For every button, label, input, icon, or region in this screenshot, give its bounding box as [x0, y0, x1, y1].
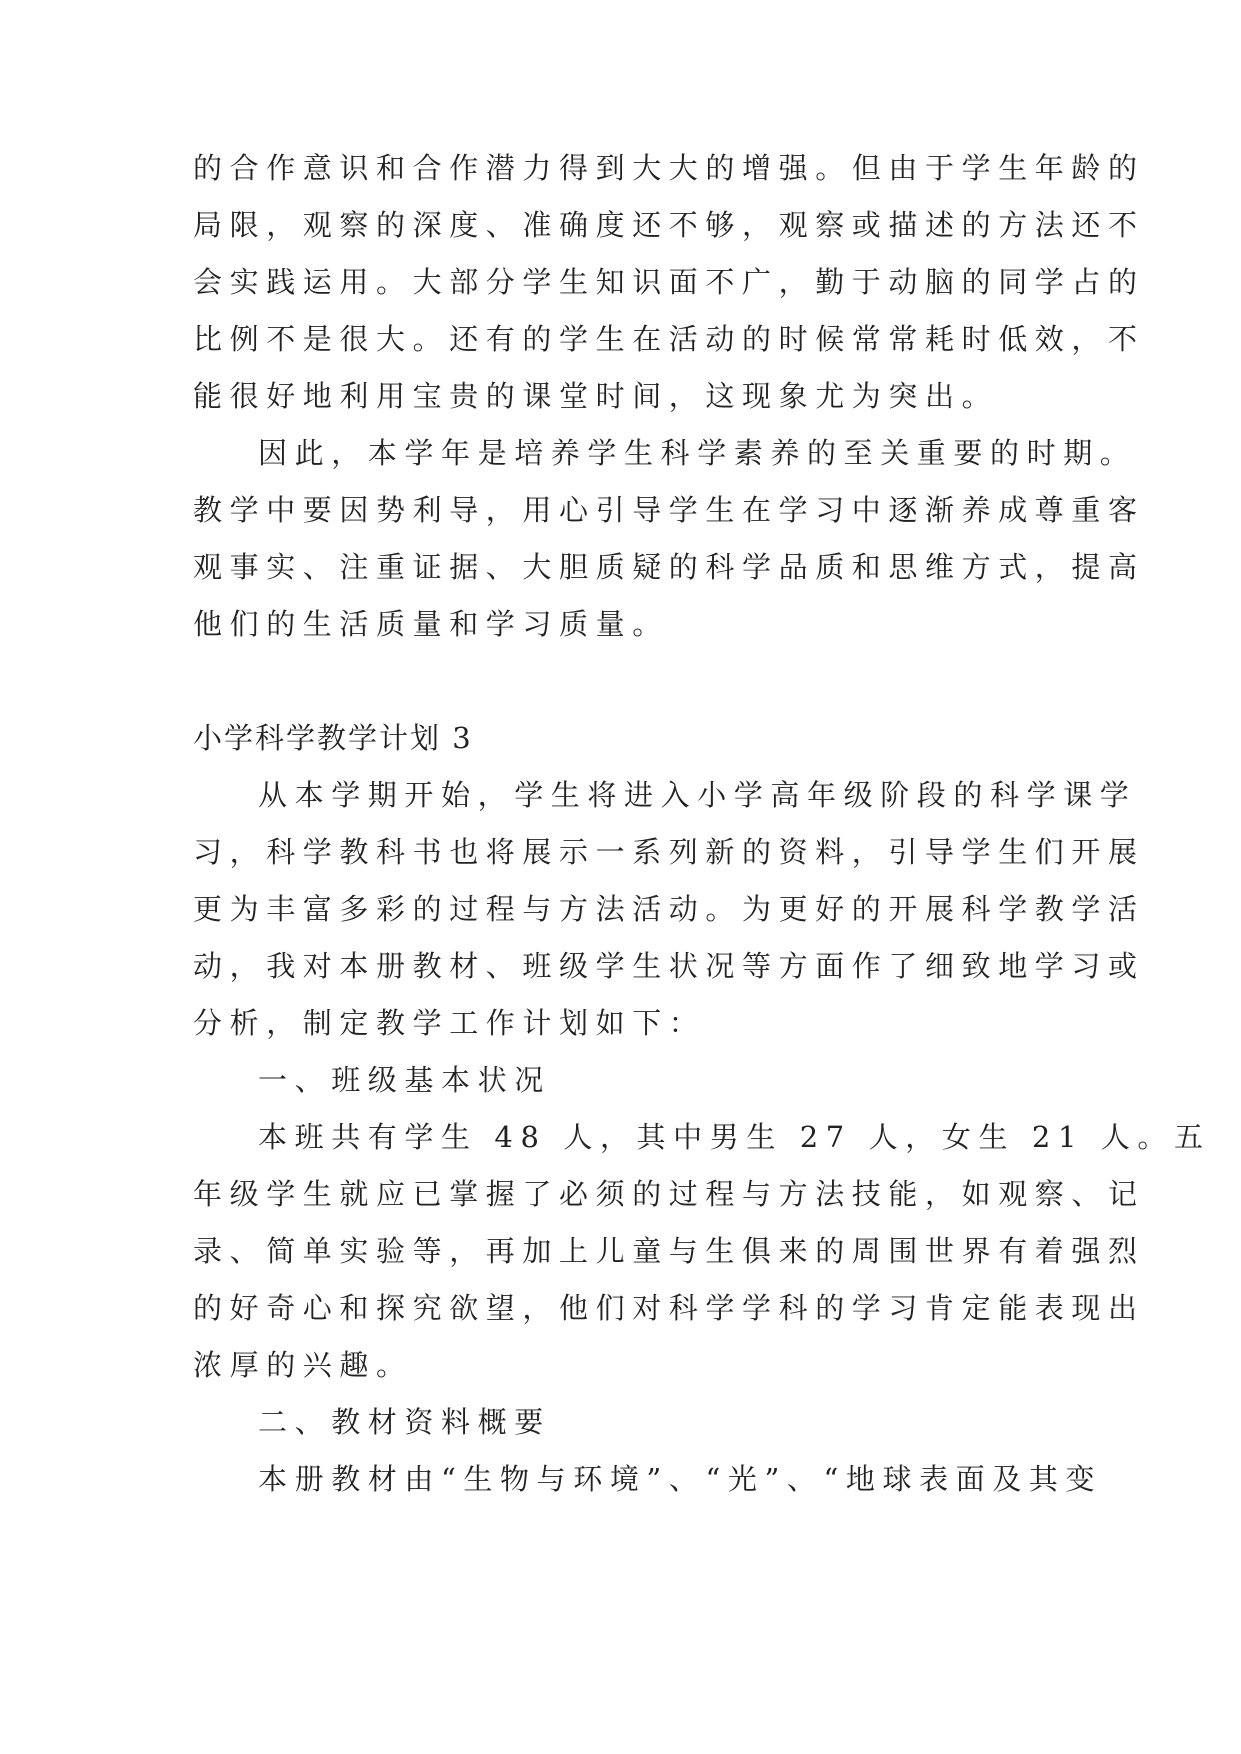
- text-line: 能很好地利用宝贵的课堂时间，这现象尤为突出。: [193, 379, 999, 413]
- text-line: 年级学生就应已掌握了必须的过程与方法技能，如观察、记: [193, 1177, 1145, 1211]
- text-line: 更为丰富多彩的过程与方法活动。为更好的开展科学教学活: [193, 892, 1145, 926]
- text-line: 观事实、注重证据、大胆质疑的科学品质和思维方式，提高: [193, 550, 1145, 584]
- paragraph-first-line: 从本学期开始，学生将进入小学高年级阶段的科学课学: [258, 778, 1137, 812]
- text-line: 动，我对本册教材、班级学生状况等方面作了细致地学习或: [193, 949, 1145, 983]
- text-line: 习，科学教科书也将展示一系列新的资料，引导学生们开展: [193, 835, 1145, 869]
- text-line: 会实践运用。大部分学生知识面不广，勤于动脑的同学占的: [193, 265, 1145, 299]
- text-line: 的好奇心和探究欲望，他们对科学学科的学习肯定能表现出: [193, 1291, 1145, 1325]
- section-title: 小学科学教学计划 3: [193, 721, 473, 755]
- text-line: 他们的生活质量和学习质量。: [193, 607, 669, 641]
- text-line: 教学中要因势利导，用心引导学生在学习中逐渐养成尊重客: [193, 493, 1145, 527]
- text-line: 浓厚的兴趣。: [193, 1348, 413, 1382]
- text-line: 分析，制定教学工作计划如下：: [193, 1006, 706, 1040]
- subheading: 二、教材资料概要: [258, 1405, 551, 1439]
- paragraph-first-line: 本册教材由“生物与环境”、“光”、“地球表面及其变: [258, 1462, 1103, 1496]
- text-line: 比例不是很大。还有的学生在活动的时候常常耗时低效，不: [193, 322, 1145, 356]
- text-line: 的合作意识和合作潜力得到大大的增强。但由于学生年龄的: [193, 151, 1145, 185]
- paragraph-first-line: 因此，本学年是培养学生科学素养的至关重要的时期。: [258, 436, 1137, 470]
- paragraph-first-line: 本班共有学生 48 人，其中男生 27 人，女生 21 人。五: [258, 1120, 1211, 1154]
- subheading: 一、班级基本状况: [258, 1063, 551, 1097]
- text-line: 录、简单实验等，再加上儿童与生俱来的周围世界有着强烈: [193, 1234, 1145, 1268]
- text-line: 局限，观察的深度、准确度还不够，观察或描述的方法还不: [193, 208, 1145, 242]
